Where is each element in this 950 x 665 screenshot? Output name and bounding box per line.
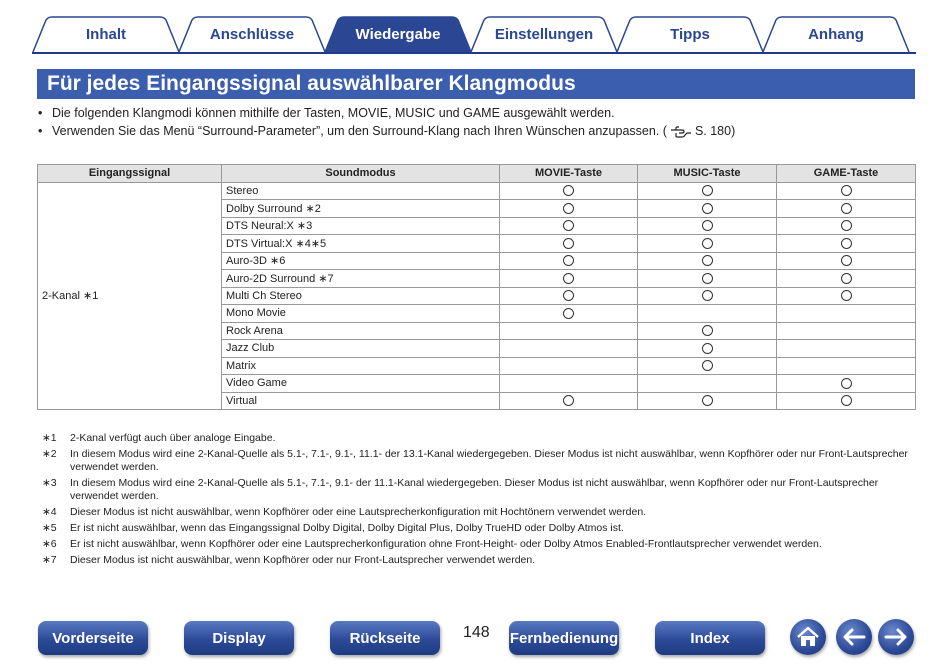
- available-circle-icon: [702, 273, 713, 284]
- footnote-marker: ∗5: [42, 522, 57, 534]
- footnote-marker: ∗1: [42, 432, 57, 444]
- tab-label: Wiedergabe: [355, 25, 441, 43]
- tab-wiedergabe[interactable]: [324, 16, 472, 52]
- bullet-dot-icon: •: [38, 124, 43, 138]
- footnote-marker: ∗7: [42, 554, 57, 566]
- music-availability-cell: [638, 392, 777, 410]
- rear-panel-button[interactable]: Rückseite: [330, 621, 440, 655]
- arrow-right-icon: [884, 628, 908, 646]
- game-availability-cell: [777, 375, 916, 393]
- movie-availability-cell: [500, 200, 638, 218]
- music-availability-cell: [638, 270, 777, 288]
- music-availability-cell: [638, 357, 777, 375]
- available-circle-icon: [563, 185, 574, 196]
- available-circle-icon: [702, 343, 713, 354]
- footnote: [42, 448, 912, 474]
- home-button[interactable]: [790, 619, 826, 655]
- sound-mode-cell: Dolby Surround ∗2: [222, 200, 500, 218]
- intro-bullet-text-main: Verwenden Sie das Menü “Surround-Parameter”, um den Surround-Klang nach Ihren Wünschen anzupassen. (: [52, 124, 667, 138]
- tab-label: Einstellungen: [494, 25, 594, 43]
- footnote: [42, 522, 912, 535]
- sound-mode-cell: Video Game: [222, 375, 500, 393]
- available-circle-icon: [841, 185, 852, 196]
- page-number: 148: [463, 624, 490, 641]
- page-title: Für jedes Eingangssignal auswählbarer Klangmodus: [37, 69, 915, 99]
- movie-availability-cell: [500, 252, 638, 270]
- footnote: [42, 432, 912, 445]
- movie-availability-cell: [500, 270, 638, 288]
- available-circle-icon: [841, 238, 852, 249]
- tab-tipps[interactable]: [616, 16, 764, 52]
- available-circle-icon: [702, 185, 713, 196]
- intro-bullet-text: [52, 122, 735, 140]
- available-circle-icon: [563, 308, 574, 319]
- header-movie-button: MOVIE-Taste: [500, 165, 638, 183]
- available-circle-icon: [563, 203, 574, 214]
- tab-einstellungen[interactable]: [470, 16, 618, 52]
- available-circle-icon: [841, 255, 852, 266]
- game-availability-cell: [777, 287, 916, 305]
- available-circle-icon: [841, 203, 852, 214]
- music-availability-cell: [638, 200, 777, 218]
- sound-mode-cell: Stereo: [222, 182, 500, 200]
- available-circle-icon: [841, 378, 852, 389]
- available-circle-icon: [841, 290, 852, 301]
- music-availability-cell: [638, 217, 777, 235]
- footnote-text: Dieser Modus ist nicht auswählbar, wenn Kopfhörer oder nur Front-Lautsprecher verwendet werden.: [70, 554, 536, 566]
- table-body: [38, 182, 916, 410]
- game-availability-cell: [777, 252, 916, 270]
- home-icon: [796, 626, 820, 648]
- intro-text: [38, 104, 918, 140]
- footnote-marker: ∗4: [42, 506, 57, 518]
- music-availability-cell: [638, 252, 777, 270]
- movie-availability-cell: [500, 322, 638, 340]
- footnote-text: 2-Kanal verfügt auch über analoge Eingabe.: [70, 432, 276, 444]
- header-music-button: MUSIC-Taste: [638, 165, 777, 183]
- available-circle-icon: [841, 273, 852, 284]
- available-circle-icon: [702, 238, 713, 249]
- tab-anschluesse[interactable]: [178, 16, 326, 52]
- page-reference-link[interactable]: S. 180): [694, 124, 736, 138]
- available-circle-icon: [563, 255, 574, 266]
- sound-mode-cell: Virtual: [222, 392, 500, 410]
- game-availability-cell: [777, 357, 916, 375]
- footnote: [42, 506, 912, 519]
- sound-mode-cell: Mono Movie: [222, 305, 500, 323]
- footnote-text: Er ist nicht auswählbar, wenn das Eingangssignal Dolby Digital, Dolby Digital Plus, Dolby TrueHD oder Dolby Atmos ist.: [70, 522, 624, 534]
- movie-availability-cell: [500, 357, 638, 375]
- music-availability-cell: [638, 340, 777, 358]
- tab-label: Anhang: [808, 25, 864, 43]
- tab-label: Tipps: [670, 25, 710, 43]
- footnote: [42, 538, 912, 551]
- game-availability-cell: [777, 200, 916, 218]
- music-availability-cell: [638, 305, 777, 323]
- pointing-hand-icon: [670, 126, 692, 138]
- available-circle-icon: [563, 220, 574, 231]
- intro-bullet-text: Die folgenden Klangmodi können mithilfe der Tasten, MOVIE, MUSIC und GAME ausgewählt werden.: [52, 106, 615, 120]
- bullet-dot-icon: •: [38, 106, 43, 120]
- game-availability-cell: [777, 182, 916, 200]
- music-availability-cell: [638, 182, 777, 200]
- game-availability-cell: [777, 305, 916, 323]
- game-availability-cell: [777, 270, 916, 288]
- game-availability-cell: [777, 340, 916, 358]
- sound-mode-cell: Multi Ch Stereo: [222, 287, 500, 305]
- footnotes: [42, 432, 912, 570]
- front-panel-button[interactable]: Vorderseite: [38, 621, 148, 655]
- sound-mode-table: [37, 164, 916, 410]
- remote-control-button[interactable]: Fernbedienung: [509, 621, 619, 655]
- footnote: [42, 554, 912, 567]
- index-button[interactable]: Index: [655, 621, 765, 655]
- footnote-text: Er ist nicht auswählbar, wenn Kopfhörer oder eine Lautsprecherkonfiguration ohne Front-Height- oder Dolby Atmos Enabled-Frontlautsprecher verwendet werden.: [70, 538, 822, 550]
- game-availability-cell: [777, 322, 916, 340]
- movie-availability-cell: [500, 392, 638, 410]
- intro-bullet: [38, 104, 918, 122]
- music-availability-cell: [638, 322, 777, 340]
- movie-availability-cell: [500, 305, 638, 323]
- display-button[interactable]: Display: [184, 621, 294, 655]
- movie-availability-cell: [500, 182, 638, 200]
- movie-availability-cell: [500, 287, 638, 305]
- table-row: [38, 182, 916, 200]
- available-circle-icon: [563, 290, 574, 301]
- table-header-row: [38, 165, 916, 183]
- available-circle-icon: [702, 360, 713, 371]
- footnote-text: In diesem Modus wird eine 2-Kanal-Quelle als 5.1-, 7.1-, 9.1- der 11.1-Kanal wiedergegeben. Dieser Modus ist nicht auswählbar, wenn Kopfhörer oder nur Front-Lautsprecher verwendet werden.: [70, 477, 879, 502]
- tab-bar: [32, 14, 916, 54]
- music-availability-cell: [638, 235, 777, 253]
- tab-baseline: [32, 52, 916, 54]
- sound-mode-cell: Auro-3D ∗6: [222, 252, 500, 270]
- available-circle-icon: [702, 255, 713, 266]
- tab-anhang[interactable]: [762, 16, 910, 52]
- movie-availability-cell: [500, 217, 638, 235]
- available-circle-icon: [702, 290, 713, 301]
- footnote-text: Dieser Modus ist nicht auswählbar, wenn Kopfhörer oder eine Lautsprecherkonfiguration mit Hochtönern verwendet werden.: [70, 506, 647, 518]
- next-page-button[interactable]: [878, 619, 914, 655]
- available-circle-icon: [702, 325, 713, 336]
- available-circle-icon: [563, 395, 574, 406]
- header-sound-mode: Soundmodus: [222, 165, 500, 183]
- footnote-text: In diesem Modus wird eine 2-Kanal-Quelle als 5.1-, 7.1-, 9.1-, 11.1- der 13.1-Kanal wiedergegeben. Dieser Modus ist nicht auswählbar, wenn Kopfhörer oder nur Front-Lautsprecher verwendet werden.: [70, 448, 908, 473]
- input-signal-cell: 2-Kanal ∗1: [38, 182, 222, 410]
- sound-mode-cell: DTS Virtual:X ∗4∗5: [222, 235, 500, 253]
- music-availability-cell: [638, 375, 777, 393]
- arrow-left-icon: [842, 628, 866, 646]
- sound-mode-cell: DTS Neural:X ∗3: [222, 217, 500, 235]
- footnote-marker: ∗6: [42, 538, 57, 550]
- footnote: [42, 477, 912, 503]
- tab-label: Inhalt: [86, 25, 126, 43]
- movie-availability-cell: [500, 340, 638, 358]
- music-availability-cell: [638, 287, 777, 305]
- sound-mode-cell: Auro-2D Surround ∗7: [222, 270, 500, 288]
- movie-availability-cell: [500, 235, 638, 253]
- tab-label: Anschlüsse: [209, 25, 295, 43]
- sound-mode-cell: Rock Arena: [222, 322, 500, 340]
- game-availability-cell: [777, 235, 916, 253]
- available-circle-icon: [563, 238, 574, 249]
- previous-page-button[interactable]: [836, 619, 872, 655]
- available-circle-icon: [841, 220, 852, 231]
- header-game-button: GAME-Taste: [777, 165, 916, 183]
- available-circle-icon: [702, 395, 713, 406]
- header-input-signal: Eingangssignal: [38, 165, 222, 183]
- sound-mode-cell: Matrix: [222, 357, 500, 375]
- game-availability-cell: [777, 392, 916, 410]
- footnote-marker: ∗2: [42, 448, 57, 460]
- intro-bullet: [38, 122, 918, 140]
- footnote-marker: ∗3: [42, 477, 57, 489]
- sound-mode-cell: Jazz Club: [222, 340, 500, 358]
- movie-availability-cell: [500, 375, 638, 393]
- available-circle-icon: [841, 395, 852, 406]
- available-circle-icon: [563, 273, 574, 284]
- game-availability-cell: [777, 217, 916, 235]
- available-circle-icon: [702, 203, 713, 214]
- available-circle-icon: [702, 220, 713, 231]
- tab-inhalt[interactable]: [32, 16, 180, 52]
